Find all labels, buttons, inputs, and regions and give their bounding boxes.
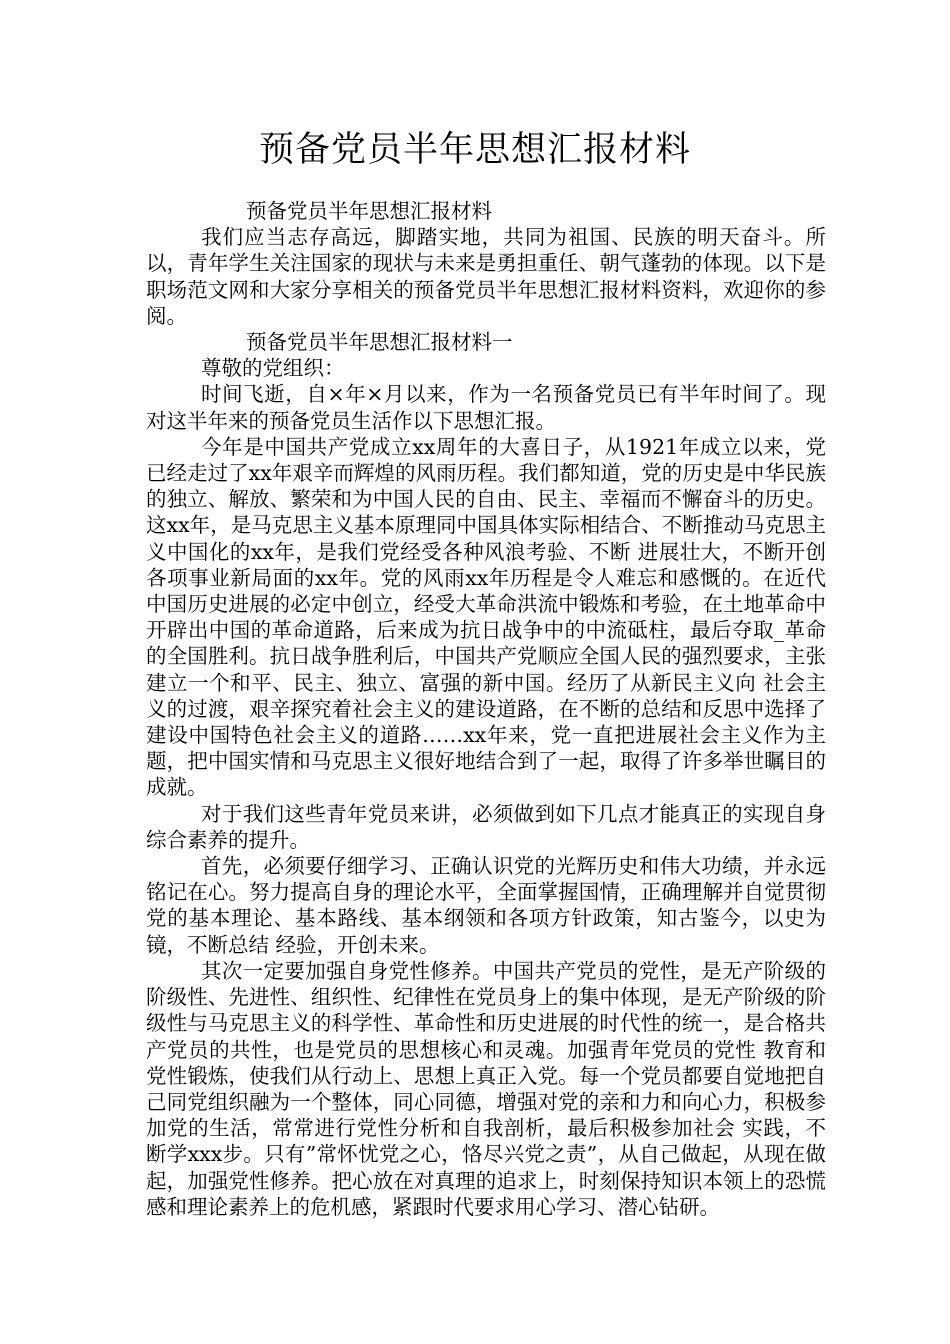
salutation: 尊敬的党组织： [201,356,345,381]
section-heading: 预备党员半年思想汇报材料一 [246,330,513,355]
document-body [146,198,826,1220]
document-title: 预备党员半年思想汇报材料 [258,130,691,170]
body-paragraph: 时间飞逝，自×年×月以来，作为一名预备党员已有半年时间了。现对这半年来的预备党员生活作以下思想汇报。 [146,382,826,433]
body-paragraph: 今年是中国共产党成立xx周年的大喜日子，从1921年成立以来，党已经走过了xx年艰辛而辉煌的风雨历程。我们都知道，党的历史是中华民族的独立、解放、繁荣和为中国人民的自由、民主、幸福而不懈奋斗的历史。这xx年，是马克思主义基本原理同中国具体实际相结合、不断推动马克思主义中国化的xx年，是我们党经受各种风浪考验、不断 进展壮大，不断开创各项事业新局面的xx年。党的风雨xx年历程是令人难忘和感慨的。在近代中国历史进展的必定中创立，经受大革命洪流中锻炼和考验，在土地革命中开辟出中国的革命道路，后来成为抗日战争中的中流砥柱，最后夺取_革命的全国胜利。抗日战争胜利后，中国共产党顺应全国人民的强烈要求，主张建立一个和平、民主、独立、富强的新中国。经历了从新民主义向 社会主义的过渡，艰辛探究着社会主义的建设道路，在不断的总结和反思中选择了建设中国特色社会主义的道路……xx年来，党一直把进展社会主义作为主题，把中国实情和马克思主义很好地结合到了一起，取得了许多举世瞩目的成就。 [146,434,826,800]
body-paragraph: 对于我们这些青年党员来讲，必须做到如下几点才能真正的实现自身综合素养的提升。 [146,801,826,852]
intro-paragraph: 我们应当志存高远，脚踏实地，共同为祖国、民族的明天奋斗。所以，青年学生关注国家的现状与未来是勇担重任、朝气蓬勃的体现。以下是职场范文网和大家分享相关的预备党员半年思想汇报材料资料，欢迎你的参阅。 [146,225,826,328]
body-paragraph: 其次一定要加强自身党性修养。中国共产党员的党性，是无产阶级的阶级性、先进性、组织性、纪律性在党员身上的集中体现，是无产阶级的阶级性与马克思主义的科学性、革命性和历史进展的时代性的统一，是合格共产党员的共性，也是党员的思想核心和灵魂。加强青年党员的党性 教育和党性锻炼，使我们从行动上、思想上真正入党。每一个党员都要自觉地把自己同党组织融为一个整体，同心同德，增强对党的亲和力和向心力，积极参加党的生活，常常进行党性分析和自我剖析，最后积极参加社会 实践，不断学xxx步。只有”常怀忧党之心，恪尽兴党之责”，从自己做起，从现在做起，加强党性修养。把心放在对真理的追求上，时刻保持知识本领上的恐慌感和理论素养上的危机感，紧跟时代要求用心学习、潜心钻研。 [146,958,826,1219]
body-paragraph: 首先，必须要仔细学习、正确认识党的光辉历史和伟大功绩，并永远铭记在心。努力提高自身的理论水平，全面掌握国情，正确理解并自觉贯彻党的基本理论、基本路线、基本纲领和各项方针政策，知古鉴今，以史为镜，不断总结 经验，开创未来。 [146,854,826,957]
section-heading: 预备党员半年思想汇报材料 [246,199,492,223]
